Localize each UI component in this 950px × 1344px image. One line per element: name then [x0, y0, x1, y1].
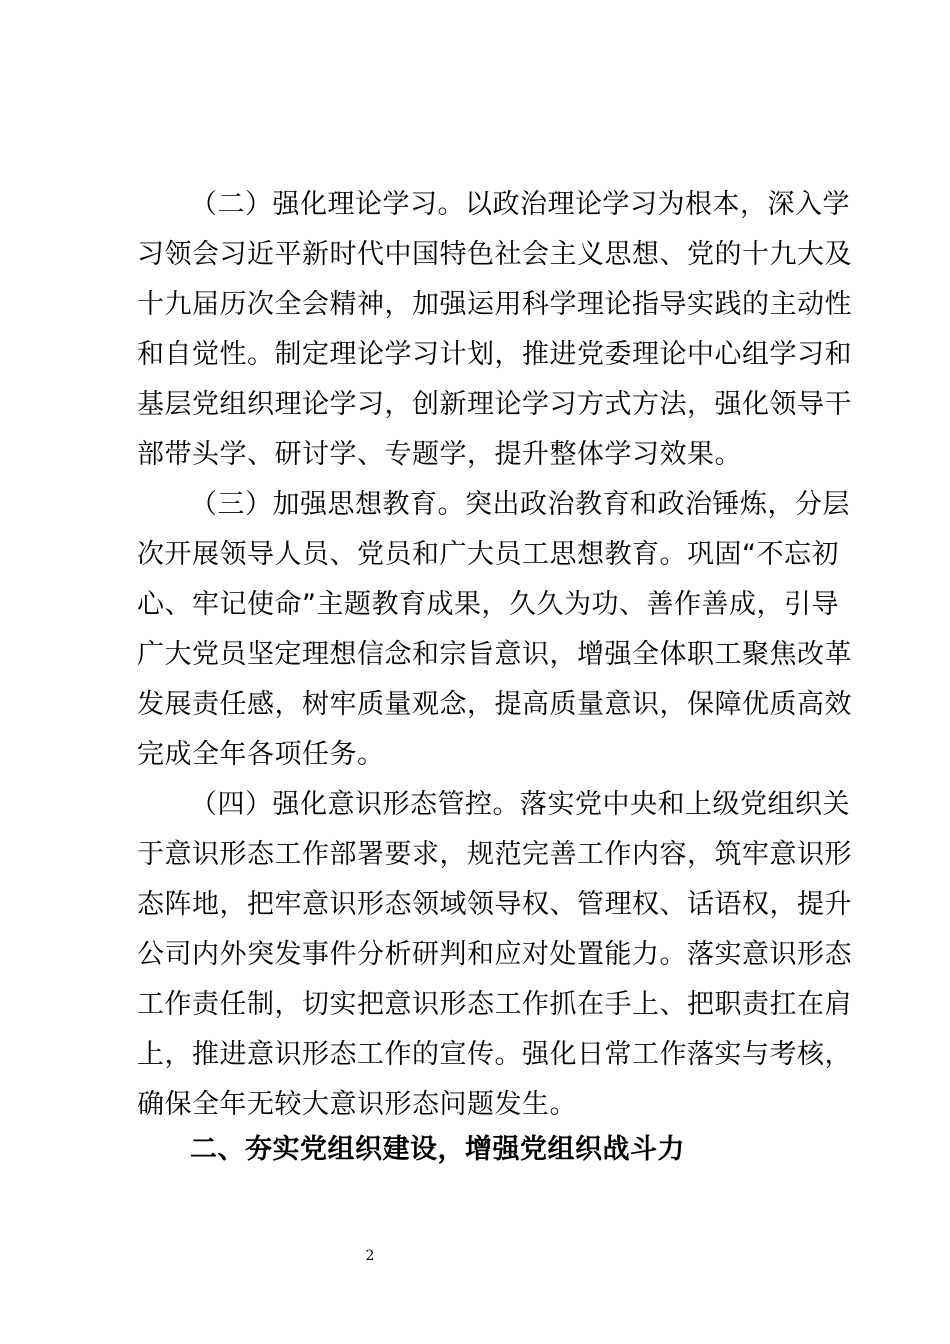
paragraph-line: 工作责任制，切实把意识形态工作抓在手上、把职责扛在肩 — [137, 989, 852, 1020]
paragraph-line: 发展责任感，树牢质量观念，提高质量意识，保障优质高效 — [137, 689, 852, 720]
section-heading: 二、夯实党组织建设，增强党组织战斗力 — [190, 1134, 685, 1165]
paragraph-line: 广大党员坚定理想信念和宗旨意识，增强全体职工聚焦改革 — [137, 639, 852, 670]
paragraph-line: 确保全年无较大意识形态问题发生。 — [137, 1089, 577, 1120]
paragraph-line: 态阵地，把牢意识形态领域领导权、管理权、话语权，提升 — [137, 889, 852, 920]
paragraph-line: 于意识形态工作部署要求，规范完善工作内容，筑牢意识形 — [137, 839, 852, 870]
page-number: 2 — [365, 1248, 375, 1264]
paragraph-line: 上，推进意识形态工作的宣传。强化日常工作落实与考核， — [137, 1039, 852, 1070]
paragraph-line: 次开展领导人员、党员和广大员工思想教育。巩固“不忘初 — [137, 539, 839, 570]
paragraph-line: （二）强化理论学习。以政治理论学习为根本，深入学 — [190, 189, 850, 220]
paragraph-line: 公司内外突发事件分析研判和应对处置能力。落实意识形态 — [137, 939, 852, 970]
paragraph-line: （四）强化意识形态管控。落实党中央和上级党组织关 — [190, 789, 850, 820]
paragraph-line: 心、牢记使命”主题教育成果，久久为功、善作善成，引导 — [137, 589, 839, 620]
paragraph-line: 部带头学、研讨学、专题学，提升整体学习效果。 — [137, 439, 742, 470]
paragraph-line: 基层党组织理论学习，创新理论学习方式方法，强化领导干 — [137, 389, 852, 420]
paragraph-line: （三）加强思想教育。突出政治教育和政治锤炼，分层 — [190, 489, 850, 520]
paragraph-line: 完成全年各项任务。 — [137, 739, 385, 770]
paragraph-line: 习领会习近平新时代中国特色社会主义思想、党的十九大及 — [137, 239, 852, 270]
paragraph-line: 十九届历次全会精神，加强运用科学理论指导实践的主动性 — [137, 289, 852, 320]
paragraph-line: 和自觉性。制定理论学习计划，推进党委理论中心组学习和 — [137, 339, 852, 370]
